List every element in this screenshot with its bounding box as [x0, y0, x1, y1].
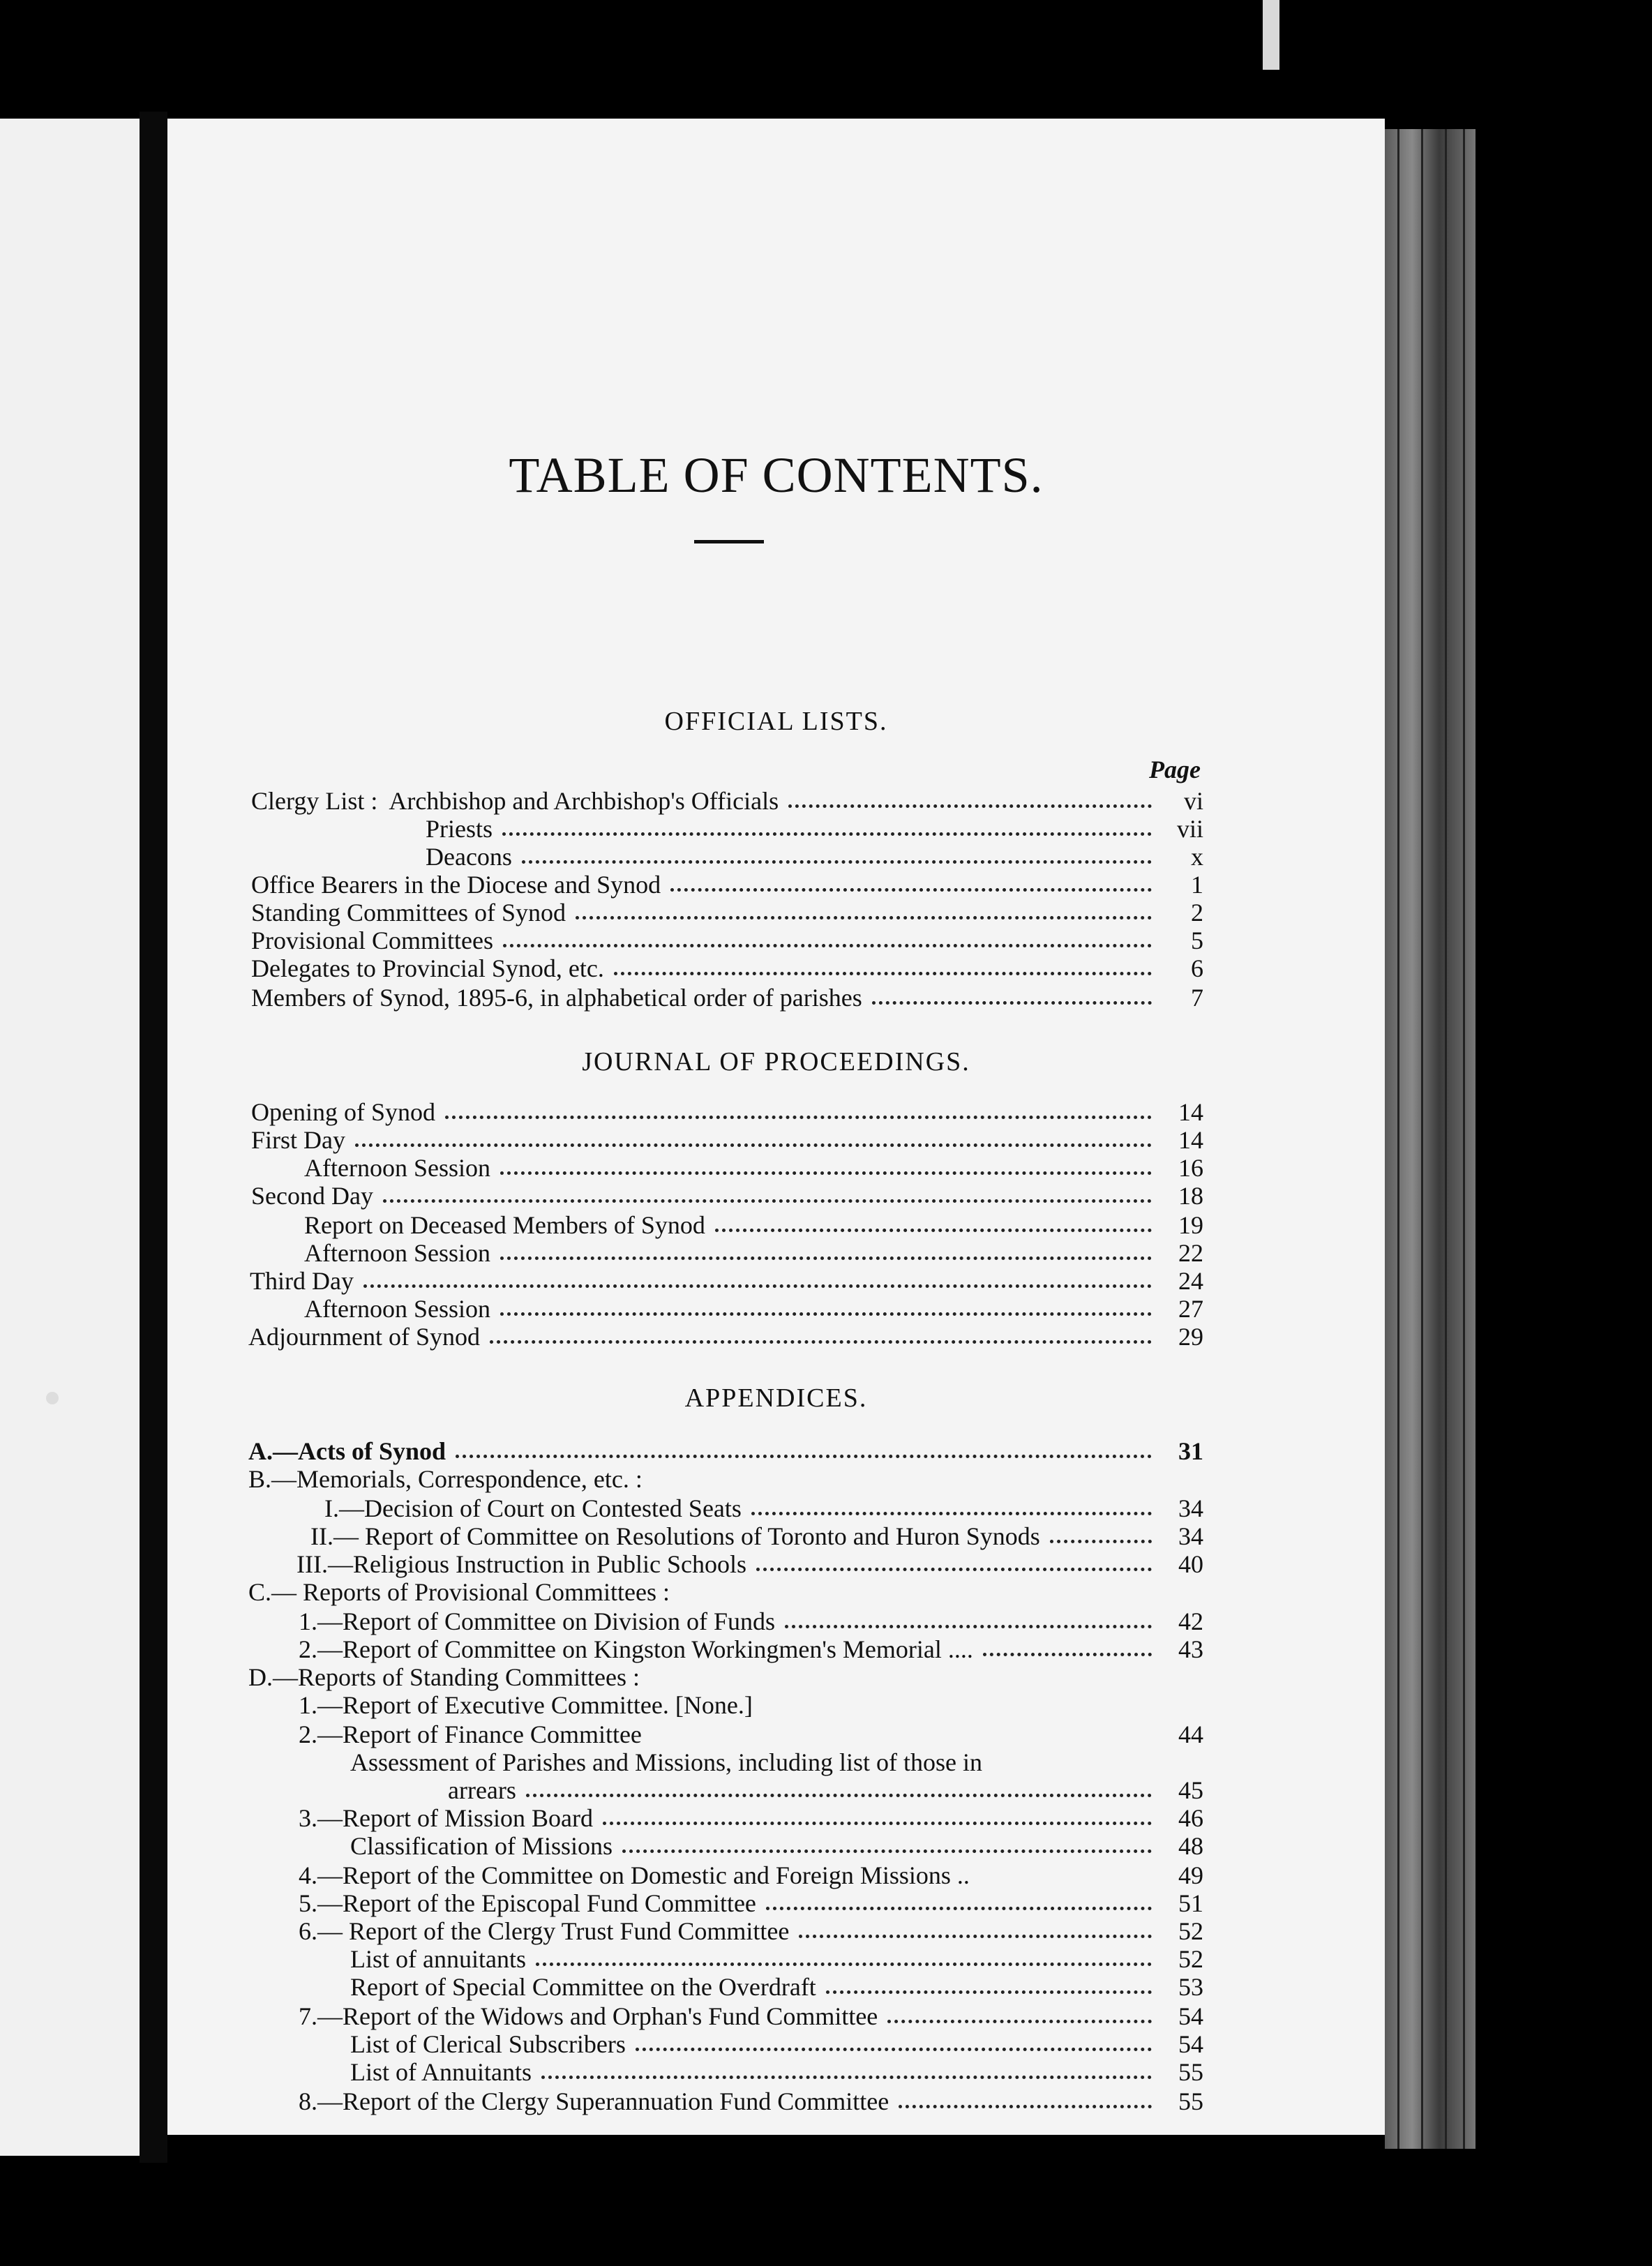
toc-entry-page: 27	[1178, 1295, 1203, 1323]
toc-entry-label: Assessment of Parishes and Missions, including list of those in	[350, 1748, 982, 1776]
toc-entry	[350, 1832, 1203, 1860]
leader-dots	[872, 1001, 1152, 1005]
toc-entry-page: vii	[1176, 815, 1203, 843]
toc-entry-label: Priests	[426, 815, 493, 843]
leader-dots	[636, 2048, 1152, 2051]
toc-entry	[304, 1239, 1203, 1267]
toc-entry-page: 14	[1178, 1098, 1203, 1126]
book-page	[167, 119, 1385, 2135]
toc-entry-label: 8.—Report of the Clergy Superannuation Fund Committee	[299, 2087, 889, 2115]
leader-dots	[614, 972, 1152, 975]
toc-entry	[350, 2030, 1203, 2058]
toc-entry-label: Classification of Missions	[350, 1832, 613, 1860]
toc-entry-page: 42	[1178, 1607, 1203, 1635]
toc-entry	[310, 1522, 1203, 1550]
leader-dots	[490, 1340, 1152, 1344]
toc-entry	[304, 1295, 1203, 1323]
toc-entry-label: 4.—Report of the Committee on Domestic and Foreign Missions ..	[299, 1861, 970, 1889]
toc-entry	[299, 2002, 1203, 2030]
section-appendices: APPENDICES.	[684, 1383, 868, 1413]
toc-entry-label: List of Clerical Subscribers	[350, 2030, 626, 2058]
toc-entry	[299, 1635, 1203, 1663]
toc-entry-label: List of Annuitants	[350, 2058, 532, 2086]
clergy-list-prefix: Clergy List :	[251, 787, 378, 815]
toc-entry	[251, 926, 1203, 954]
toc-entry	[248, 1323, 1203, 1351]
scan-artifact	[1263, 0, 1279, 70]
toc-entry-label: Afternoon Session	[304, 1239, 490, 1267]
toc-entry	[304, 1211, 1203, 1239]
toc-entry-label: I.—Decision of Court on Contested Seats	[324, 1494, 742, 1522]
toc-entry-page: 49	[1178, 1861, 1203, 1889]
leader-dots	[526, 1794, 1152, 1797]
toc-entry	[426, 843, 1203, 871]
leader-dots	[670, 888, 1152, 892]
toc-entry-label: 6.— Report of the Clergy Trust Fund Committee	[299, 1917, 790, 1945]
toc-entry	[324, 1494, 1203, 1522]
leader-dots	[541, 2076, 1152, 2079]
leader-dots	[983, 1653, 1152, 1656]
toc-entry-page: 6	[1191, 954, 1203, 982]
leader-dots	[788, 804, 1152, 808]
leader-dots	[502, 832, 1152, 836]
toc-entry-page: 24	[1178, 1267, 1203, 1295]
toc-entry-page: 40	[1178, 1550, 1203, 1578]
toc-entry	[251, 954, 1203, 982]
toc-entry-label: Adjournment of Synod	[248, 1323, 480, 1351]
toc-entry-label: 5.—Report of the Episcopal Fund Committee	[299, 1889, 756, 1917]
toc-entry	[350, 1945, 1203, 1973]
toc-entry	[248, 1437, 1203, 1465]
toc-entry	[448, 1776, 1203, 1804]
toc-entry-page: 14	[1178, 1126, 1203, 1154]
toc-entry-page: 52	[1178, 1945, 1203, 1973]
toc-entry	[299, 2087, 1203, 2115]
toc-entry	[248, 1465, 1203, 1493]
toc-entry-page: 43	[1178, 1635, 1203, 1663]
leader-dots	[603, 1822, 1152, 1825]
toc-entry	[251, 787, 1203, 815]
toc-entry-page: 53	[1178, 1973, 1203, 2001]
toc-entry-page: 29	[1178, 1323, 1203, 1351]
toc-entry	[250, 1267, 1203, 1295]
toc-entry	[299, 1889, 1203, 1917]
toc-entry-label: 1.—Report of Executive Committee. [None.]	[299, 1691, 753, 1719]
toc-entry-label: First Day	[251, 1126, 345, 1154]
toc-entry-label: 3.—Report of Mission Board	[299, 1804, 593, 1832]
toc-entry-page: 16	[1178, 1154, 1203, 1182]
leader-dots	[355, 1143, 1152, 1147]
toc-entry-label: A.—Acts of Synod	[248, 1437, 446, 1465]
leader-dots	[622, 1849, 1152, 1853]
leader-dots	[766, 1907, 1152, 1910]
leader-dots	[1050, 1540, 1152, 1543]
toc-entry	[304, 1154, 1203, 1182]
leader-dots	[500, 1312, 1152, 1316]
toc-entry	[251, 1098, 1203, 1126]
toc-entry	[350, 1973, 1203, 2001]
toc-entry	[299, 1720, 1203, 1748]
page-title: TABLE OF CONTENTS.	[509, 447, 1044, 503]
toc-entry-page: 19	[1178, 1211, 1203, 1239]
toc-entry-label: Afternoon Session	[304, 1154, 490, 1182]
toc-entry	[350, 1748, 1203, 1776]
toc-entry-label: Delegates to Provincial Synod, etc.	[251, 954, 604, 982]
toc-entry-label: 7.—Report of the Widows and Orphan's Fund Committee	[299, 2002, 878, 2030]
toc-entry-page: 34	[1178, 1522, 1203, 1550]
leader-dots	[500, 1171, 1152, 1175]
toc-entry-label: Report of Special Committee on the Overdraft	[350, 1973, 816, 2001]
toc-entry-page: 51	[1178, 1889, 1203, 1917]
toc-entry-page: 54	[1178, 2030, 1203, 2058]
toc-entry	[426, 815, 1203, 843]
scan-speck	[46, 1392, 59, 1404]
toc-entry-label: List of annuitants	[350, 1945, 526, 1973]
toc-entry-label: Office Bearers in the Diocese and Synod	[251, 871, 661, 899]
toc-entry-label: III.—Religious Instruction in Public Schools	[296, 1550, 746, 1578]
toc-entry-label: II.— Report of Committee on Resolutions of Toronto and Huron Synods	[310, 1522, 1040, 1550]
toc-entry	[251, 1126, 1203, 1154]
toc-entry-page: 44	[1178, 1720, 1203, 1748]
leader-dots	[785, 1625, 1152, 1628]
leader-space	[979, 1879, 1152, 1882]
leader-dots	[899, 2105, 1152, 2108]
toc-entry-label: Standing Committees of Synod	[251, 899, 566, 926]
toc-entry	[251, 871, 1203, 899]
toc-entry-label: B.—Memorials, Correspondence, etc. :	[248, 1465, 643, 1493]
toc-entry-label: Third Day	[250, 1267, 354, 1295]
leader-dots	[536, 1963, 1152, 1966]
facing-page-edge	[0, 119, 140, 2156]
leader-dots	[799, 1935, 1152, 1938]
toc-entry	[299, 1861, 1203, 1889]
book-page-edge	[1385, 129, 1475, 2149]
toc-entry-page: 34	[1178, 1494, 1203, 1522]
toc-entry	[299, 1917, 1203, 1945]
toc-entry-page: 22	[1178, 1239, 1203, 1267]
leader-space	[652, 1738, 1152, 1741]
toc-entry-label: Deacons	[426, 843, 512, 871]
leader-dots	[522, 860, 1152, 864]
leader-dots	[715, 1229, 1152, 1232]
toc-entry-label: D.—Reports of Standing Committees :	[248, 1663, 640, 1691]
leader-dots	[500, 1256, 1152, 1260]
toc-entry-page: 48	[1178, 1832, 1203, 1860]
title-rule	[694, 540, 764, 543]
toc-entry	[251, 899, 1203, 926]
section-journal: JOURNAL OF PROCEEDINGS.	[582, 1047, 970, 1076]
toc-entry	[248, 1663, 1203, 1691]
toc-entry-page: x	[1191, 843, 1203, 871]
leader-dots	[887, 2020, 1152, 2023]
toc-entry-page: 46	[1178, 1804, 1203, 1832]
toc-entry-page: 54	[1178, 2002, 1203, 2030]
toc-entry-page: 55	[1178, 2058, 1203, 2086]
toc-entry-label: Report on Deceased Members of Synod	[304, 1211, 705, 1239]
page-column-header: Page	[1149, 756, 1201, 783]
toc-entry	[299, 1607, 1203, 1635]
toc-entry-label: 2.—Report of Committee on Kingston Workingmen's Memorial ....	[299, 1635, 973, 1663]
toc-entry-label: Opening of Synod	[251, 1098, 435, 1126]
section-official-lists: OFFICIAL LISTS.	[664, 707, 888, 736]
toc-entry-page: 7	[1191, 984, 1203, 1012]
toc-entry-label: 1.—Report of Committee on Division of Funds	[299, 1607, 775, 1635]
leader-dots	[363, 1284, 1152, 1288]
leader-dots	[576, 916, 1152, 920]
toc-entry-page: 18	[1178, 1182, 1203, 1210]
toc-entry	[350, 2058, 1203, 2086]
toc-entry-label: Provisional Committees	[251, 926, 493, 954]
toc-entry-page: 2	[1191, 899, 1203, 926]
toc-entry	[251, 984, 1203, 1012]
toc-entry-page: vi	[1183, 787, 1203, 815]
toc-entry-page: 45	[1178, 1776, 1203, 1804]
book-gutter	[140, 112, 167, 2163]
leader-dots	[383, 1199, 1152, 1203]
toc-entry-label: Members of Synod, 1895-6, in alphabetical order of parishes	[251, 984, 862, 1012]
toc-entry-page: 5	[1191, 926, 1203, 954]
toc-entry	[299, 1804, 1203, 1832]
toc-entry-page: 55	[1178, 2087, 1203, 2115]
toc-entry	[296, 1550, 1203, 1578]
toc-entry	[248, 1578, 1203, 1606]
toc-entry-label: C.— Reports of Provisional Committees :	[248, 1578, 670, 1606]
toc-entry-label: 2.—Report of Finance Committee	[299, 1720, 642, 1748]
leader-dots	[456, 1455, 1152, 1458]
toc-entry	[251, 1182, 1203, 1210]
toc-entry-label: Archbishop and Archbishop's Officials	[389, 787, 779, 815]
toc-entry	[299, 1691, 1203, 1719]
leader-dots	[751, 1512, 1152, 1515]
toc-entry-label: arrears	[448, 1776, 516, 1804]
toc-entry-page: 31	[1178, 1437, 1203, 1465]
leader-dots	[756, 1568, 1152, 1571]
toc-entry-label: Second Day	[251, 1182, 373, 1210]
leader-dots	[826, 1990, 1152, 1994]
leader-dots	[445, 1116, 1152, 1119]
toc-entry-label: Afternoon Session	[304, 1295, 490, 1323]
toc-entry-page: 52	[1178, 1917, 1203, 1945]
toc-entry-page: 1	[1191, 871, 1203, 899]
leader-dots	[503, 944, 1152, 947]
